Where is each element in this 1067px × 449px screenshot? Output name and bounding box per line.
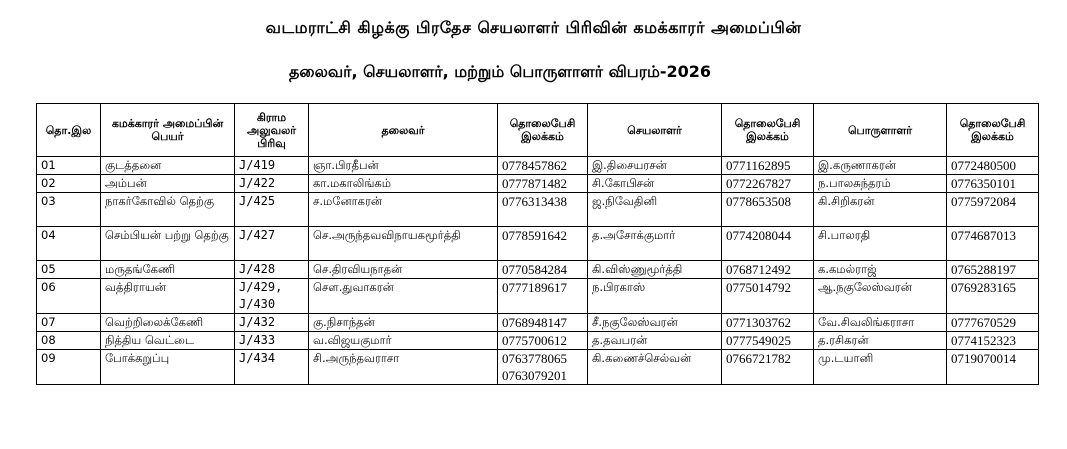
cell-village-division: J/434 bbox=[235, 350, 309, 385]
cell-treasurer: ந.பாலசுந்தரம் bbox=[814, 175, 947, 193]
cell-president-phone: 0775700612 bbox=[498, 332, 588, 350]
table-row bbox=[37, 157, 1039, 175]
table-row bbox=[37, 261, 1039, 279]
cell-organisation-name: நாகர்கோவில் தெற்கு bbox=[101, 193, 235, 227]
cell-organisation-name: வெற்றிலைக்கேணி bbox=[101, 314, 235, 332]
cell-treasurer: மு.டயானி bbox=[814, 350, 947, 385]
cell-secretary: சீ.நகுலேஸ்வரன் bbox=[588, 314, 722, 332]
cell-president-phone: 0777189617 bbox=[498, 279, 588, 314]
cell-treasurer: வே.சிவலிங்கராசா bbox=[814, 314, 947, 332]
cell-serial-no: 06 bbox=[37, 279, 101, 314]
cell-president: ச.மனோகரன் bbox=[309, 193, 498, 227]
cell-president-phone: 0768948147 bbox=[498, 314, 588, 332]
header-treasurer-phone: தொலைபேசி இலக்கம் bbox=[947, 104, 1039, 157]
cell-president: சி.அருந்தவராசா bbox=[309, 350, 498, 385]
table-row bbox=[37, 350, 1039, 385]
cell-village-division: J/428 bbox=[235, 261, 309, 279]
cell-treasurer: இ.கருணாகரன் bbox=[814, 157, 947, 175]
cell-secretary: கி.கணைச்செல்வன் bbox=[588, 350, 722, 385]
cell-president-phone: 0778591642 bbox=[498, 227, 588, 261]
cell-secretary: ஜ.நிவேதினி bbox=[588, 193, 722, 227]
table-row bbox=[37, 314, 1039, 332]
cell-organisation-name: அம்பன் bbox=[101, 175, 235, 193]
cell-secretary-phone: 0771162895 bbox=[722, 157, 814, 175]
table-row bbox=[37, 332, 1039, 350]
cell-president: ஞா.பிரதீபன் bbox=[309, 157, 498, 175]
cell-treasurer-phone: 0765288197 bbox=[947, 261, 1039, 279]
cell-secretary-phone: 0768712492 bbox=[722, 261, 814, 279]
header-president-phone: தொலைபேசி இலக்கம் bbox=[498, 104, 588, 157]
cell-president: செ.திரவியநாதன் bbox=[309, 261, 498, 279]
cell-serial-no: 03 bbox=[37, 193, 101, 227]
cell-president: செ.அருந்தவவிநாயகமூர்த்தி bbox=[309, 227, 498, 261]
cell-serial-no: 07 bbox=[37, 314, 101, 332]
cell-president-phone: 0776313438 bbox=[498, 193, 588, 227]
cell-secretary: கி.விஸ்ணுமூர்த்தி bbox=[588, 261, 722, 279]
cell-treasurer-phone: 0772480500 bbox=[947, 157, 1039, 175]
cell-secretary: இ.திசையரசன் bbox=[588, 157, 722, 175]
cell-serial-no: 04 bbox=[37, 227, 101, 261]
cell-secretary: சி.கோபிசன் bbox=[588, 175, 722, 193]
cell-secretary-phone: 0775014792 bbox=[722, 279, 814, 314]
cell-president: சௌ.துவாகரன் bbox=[309, 279, 498, 314]
cell-village-division: J/433 bbox=[235, 332, 309, 350]
cell-serial-no: 05 bbox=[37, 261, 101, 279]
cell-treasurer-phone: 0775972084 bbox=[947, 193, 1039, 227]
cell-president-phone: 0777871482 bbox=[498, 175, 588, 193]
cell-organisation-name: செம்பியன் பற்று தெற்கு bbox=[101, 227, 235, 261]
cell-president-phone: 0770584284 bbox=[498, 261, 588, 279]
table-row bbox=[37, 227, 1039, 261]
header-village-division: கிராம அலுவலர் பிரிவு bbox=[235, 104, 309, 157]
cell-village-division: J/432 bbox=[235, 314, 309, 332]
header-serial-no: தொ.இல bbox=[37, 104, 101, 157]
cell-president-phone: 0778457862 bbox=[498, 157, 588, 175]
cell-village-division: J/419 bbox=[235, 157, 309, 175]
cell-organisation-name: நித்திய வெட்டை bbox=[101, 332, 235, 350]
cell-organisation-name: குடத்தனை bbox=[101, 157, 235, 175]
cell-organisation-name: போக்கறுப்பு bbox=[101, 350, 235, 385]
table-header-row bbox=[37, 104, 1039, 157]
cell-treasurer-phone: 0774687013 bbox=[947, 227, 1039, 261]
header-treasurer: பொருளாளர் bbox=[814, 104, 947, 157]
cell-secretary: த.தவபரன் bbox=[588, 332, 722, 350]
cell-secretary-phone: 0771303762 bbox=[722, 314, 814, 332]
cell-village-division: J/429, J/430 bbox=[235, 279, 309, 314]
cell-treasurer: சி.பாலரதி bbox=[814, 227, 947, 261]
cell-president: கு.நிசாந்தன் bbox=[309, 314, 498, 332]
office-bearers-table bbox=[36, 103, 1039, 385]
header-president: தலைவர் bbox=[309, 104, 498, 157]
cell-treasurer: த.ரசிகரன் bbox=[814, 332, 947, 350]
header-secretary-phone: தொலைபேசி இலக்கம் bbox=[722, 104, 814, 157]
document-title-line2: தலைவர், செயலாளர், மற்றும் பொருளாளர் விபரம்-2026 bbox=[289, 62, 711, 81]
document-title-line1: வடமராட்சி கிழக்கு பிரதேச செயலாளர் பிரிவின் கமக்காரர் அமைப்பின் bbox=[265, 18, 802, 37]
cell-village-division: J/422 bbox=[235, 175, 309, 193]
cell-president: கா.மகாலிங்கம் bbox=[309, 175, 498, 193]
cell-village-division: J/425 bbox=[235, 193, 309, 227]
cell-serial-no: 08 bbox=[37, 332, 101, 350]
cell-serial-no: 01 bbox=[37, 157, 101, 175]
cell-treasurer-phone: 0774152323 bbox=[947, 332, 1039, 350]
cell-secretary: ந.பிரகாஸ் bbox=[588, 279, 722, 314]
table-row bbox=[37, 279, 1039, 314]
cell-president: வ.விஜயகுமார் bbox=[309, 332, 498, 350]
cell-village-division: J/427 bbox=[235, 227, 309, 261]
cell-organisation-name: மருதங்கேணி bbox=[101, 261, 235, 279]
cell-secretary-phone: 0777549025 bbox=[722, 332, 814, 350]
header-secretary: செயலாளர் bbox=[588, 104, 722, 157]
cell-serial-no: 02 bbox=[37, 175, 101, 193]
cell-secretary-phone: 0778653508 bbox=[722, 193, 814, 227]
cell-president-phone: 0763778065 0763079201 bbox=[498, 350, 588, 385]
cell-treasurer-phone: 0777670529 bbox=[947, 314, 1039, 332]
cell-serial-no: 09 bbox=[37, 350, 101, 385]
cell-secretary-phone: 0772267827 bbox=[722, 175, 814, 193]
cell-treasurer: க.கமல்ராஜ் bbox=[814, 261, 947, 279]
cell-secretary: த.அசோக்குமார் bbox=[588, 227, 722, 261]
cell-treasurer-phone: 0776350101 bbox=[947, 175, 1039, 193]
cell-treasurer: கி.சிறிகரன் bbox=[814, 193, 947, 227]
cell-secretary-phone: 0774208044 bbox=[722, 227, 814, 261]
cell-treasurer-phone: 0769283165 bbox=[947, 279, 1039, 314]
table-row bbox=[37, 193, 1039, 227]
cell-treasurer: ஆ.நகுலேஸ்வரன் bbox=[814, 279, 947, 314]
table-row bbox=[37, 175, 1039, 193]
cell-secretary-phone: 0766721782 bbox=[722, 350, 814, 385]
cell-organisation-name: வத்திராயன் bbox=[101, 279, 235, 314]
header-organisation-name: கமக்காரர் அமைப்பின் பெயர் bbox=[101, 104, 235, 157]
cell-treasurer-phone: 0719070014 bbox=[947, 350, 1039, 385]
